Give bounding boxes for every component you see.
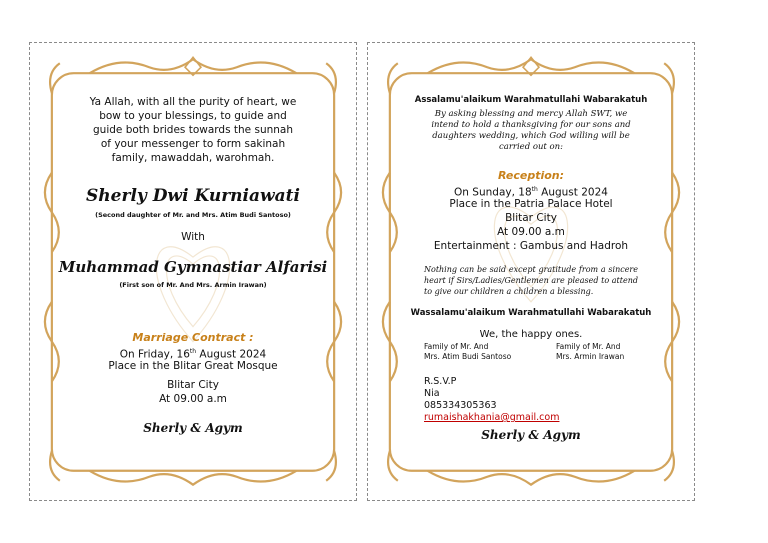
invitation-card-right	[367, 42, 695, 501]
contract-place: Place in the Blitar Great Mosque	[108, 360, 278, 372]
intro-text: By asking blessing and mercy Allah SWT, we intend to hold a thanksgiving for our sons and daughters wedding, which God willing will be carried out on:	[431, 109, 631, 152]
reception-entertainment: Entertainment : Gambus and Hadroh	[433, 240, 629, 252]
rsvp-name: Nia	[424, 388, 440, 399]
contract-heading: Marriage Contract :	[132, 331, 254, 344]
groom-parents: (First son of Mr. And Mrs. Armin Irawan)	[119, 281, 267, 289]
family-bride: Family of Mr. And Mrs. Atim Budi Santoso	[424, 342, 512, 361]
contract-city: Blitar City	[167, 379, 219, 391]
family-groom: Family of Mr. And Mrs. Armin Irawan	[556, 342, 625, 361]
rsvp-block	[424, 376, 559, 424]
opening-prayer: Ya Allah, with all the purity of heart, we bow to your blessings, to guide and guide both brides towards the sunnah of your messenger to form sakinah family, mawaddah, warohmah.	[89, 96, 297, 164]
contract-date: On Friday, 16th August 2024	[119, 348, 267, 361]
bride-name: Sherly Dwi Kurniawati	[86, 186, 300, 206]
reception-city: Blitar City	[505, 212, 557, 224]
bride-parents: (Second daughter of Mr. and Mrs. Atim Budi Santoso)	[95, 211, 291, 219]
reception-date: On Sunday, 18th August 2024	[454, 186, 608, 199]
rsvp-phone: 085334305363	[424, 400, 497, 411]
with-text: With	[181, 231, 205, 243]
signature: Sherly & Agym	[143, 421, 243, 435]
gratitude-text: Nothing can be said except gratitude from a sincere heart if Sirs/Ladies/Gentlemen are pleased to attend to give our children a children a blessing.	[424, 265, 638, 296]
reception-place: Place in the Patria Palace Hotel	[449, 198, 613, 210]
happy-ones: We, the happy ones.	[479, 329, 583, 340]
invitation-card-left	[29, 42, 357, 501]
reception-heading: Reception:	[497, 169, 565, 182]
contract-time: At 09.00 a.m	[159, 393, 227, 405]
reception-time: At 09.00 a.m	[497, 226, 565, 238]
groom-name: Muhammad Gymnastiar Alfarisi	[58, 258, 328, 276]
rsvp-label: R.S.V.P	[424, 376, 457, 387]
signature: Sherly & Agym	[481, 428, 581, 442]
greeting: Assalamu'alaikum Warahmatullahi Wabarakatuh	[414, 95, 648, 105]
closing-greeting: Wassalamu'alaikum Warahmatullahi Wabarakatuh	[410, 308, 652, 318]
rsvp-email-link[interactable]: rumaishakhania@gmail.com	[424, 412, 560, 423]
